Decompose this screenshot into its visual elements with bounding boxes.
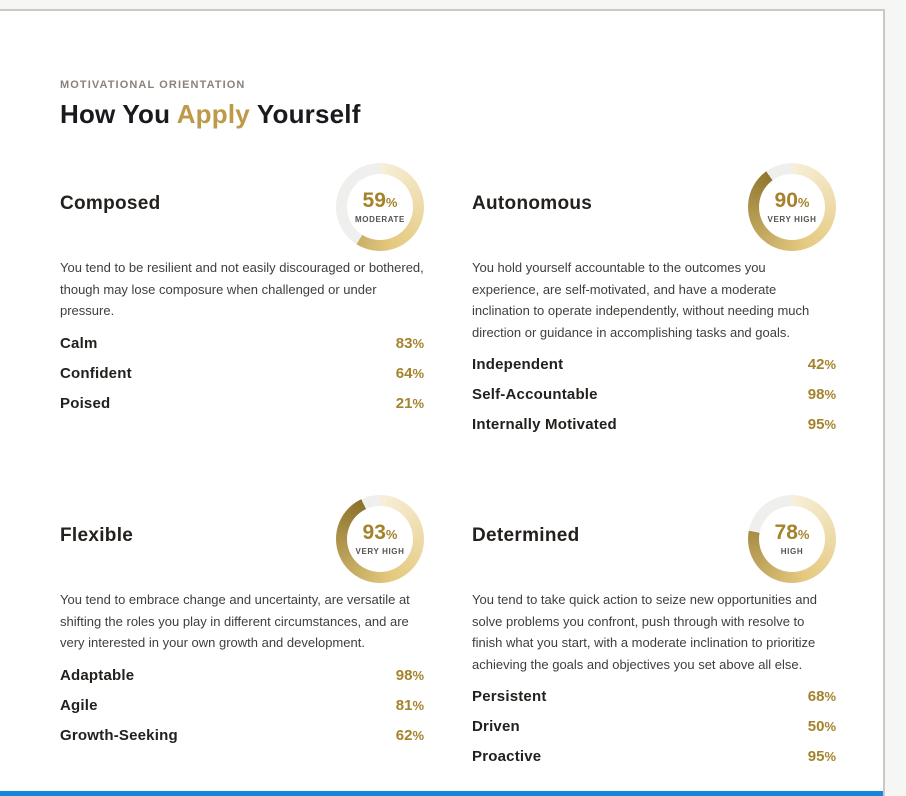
gauge-center — [759, 174, 825, 240]
trait-value: 98% — [807, 386, 836, 403]
section-description: You tend to embrace change and uncertainty, are versatile at shifting the roles you play in different circumstances, and are very interested in your own growth and development. — [60, 592, 410, 650]
trait-label: Confident — [60, 364, 132, 382]
report-content — [0, 11, 836, 765]
gauge-score: 93% — [362, 520, 398, 544]
gauge-band-label: HIGH — [780, 546, 804, 556]
section-header — [60, 495, 424, 587]
trait-row — [472, 416, 836, 433]
trait-row — [60, 395, 424, 412]
trait-label: Poised — [60, 394, 111, 412]
gauge-band-label: VERY HIGH — [355, 546, 405, 556]
trait-row — [60, 697, 424, 714]
gauge-center — [347, 174, 413, 240]
section-description: You tend to take quick action to seize new opportunities and solve problems you confront, push through with resolve to finish what you start, with a moderate inclination to prioritize achieving the goals and objectives you set above all else. — [472, 592, 817, 672]
trait-value: 64% — [395, 364, 424, 382]
trait-value: 95% — [807, 416, 836, 433]
section-description: You tend to be resilient and not easily discouraged or bothered, though may lose composure when challenged or under pressure. — [60, 260, 424, 318]
trait-value: 81% — [395, 696, 424, 714]
trait-row — [60, 365, 424, 382]
section-header — [472, 495, 836, 587]
title-post: Yourself — [256, 99, 361, 129]
page-title — [60, 99, 836, 130]
report-page — [0, 9, 885, 796]
trait-list — [60, 667, 424, 744]
section-autonomous — [472, 163, 836, 433]
score-gauge-donut — [748, 163, 836, 251]
trait-label: Internally Motivated — [472, 416, 617, 433]
section-name: Autonomous — [472, 193, 593, 214]
trait-label: Driven — [472, 718, 520, 735]
trait-list — [60, 335, 424, 412]
score-gauge-donut — [336, 495, 424, 583]
trait-label: Growth-Seeking — [60, 726, 178, 744]
trait-list — [472, 356, 836, 433]
trait-label: Proactive — [472, 748, 542, 765]
trait-value: 42% — [807, 356, 836, 373]
section-name: Determined — [472, 525, 580, 546]
trait-value: 95% — [807, 748, 836, 765]
trait-label: Independent — [472, 356, 564, 373]
trait-row — [472, 356, 836, 373]
bottom-accent-bar — [0, 791, 883, 796]
trait-list — [472, 688, 836, 765]
gauge-band-label: VERY HIGH — [767, 214, 817, 224]
section-name: Composed — [60, 193, 161, 214]
section-header — [472, 163, 836, 255]
gauge-center — [759, 506, 825, 572]
trait-value: 62% — [395, 726, 424, 744]
section-determined — [472, 495, 836, 765]
trait-row — [472, 386, 836, 403]
trait-row — [60, 727, 424, 744]
section-header — [60, 163, 424, 255]
score-gauge-donut — [336, 163, 424, 251]
trait-label: Persistent — [472, 688, 547, 705]
trait-row — [472, 688, 836, 705]
trait-value: 98% — [395, 666, 424, 684]
section-eyebrow: MOTIVATIONAL ORIENTATION — [60, 79, 246, 91]
title-pre: How You — [60, 99, 171, 129]
sections-grid — [60, 163, 836, 765]
trait-value: 83% — [395, 334, 424, 352]
trait-label: Calm — [60, 334, 98, 352]
section-flexible — [60, 495, 424, 765]
trait-row — [60, 667, 424, 684]
scrollbar-track[interactable] — [885, 9, 906, 796]
trait-row — [472, 748, 836, 765]
trait-value: 50% — [807, 718, 836, 735]
section-description: You hold yourself accountable to the outcomes you experience, are self-motivated, and have a moderate inclination to operate independently, without needing much direction or guidance in accomplishing tasks and goals. — [472, 260, 810, 340]
title-highlight: Apply — [176, 99, 250, 129]
gauge-center — [347, 506, 413, 572]
trait-label: Adaptable — [60, 666, 135, 684]
trait-label: Agile — [60, 696, 98, 714]
score-gauge-donut — [748, 495, 836, 583]
trait-label: Self-Accountable — [472, 386, 598, 403]
section-name: Flexible — [60, 525, 134, 546]
gauge-band-label: MODERATE — [355, 214, 405, 224]
trait-row — [60, 335, 424, 352]
trait-value: 68% — [807, 688, 836, 705]
gauge-score: 78% — [774, 520, 810, 544]
trait-row — [472, 718, 836, 735]
trait-value: 21% — [395, 394, 424, 412]
gauge-score: 90% — [774, 188, 810, 212]
gauge-score: 59% — [362, 188, 398, 212]
section-composed — [60, 163, 424, 433]
